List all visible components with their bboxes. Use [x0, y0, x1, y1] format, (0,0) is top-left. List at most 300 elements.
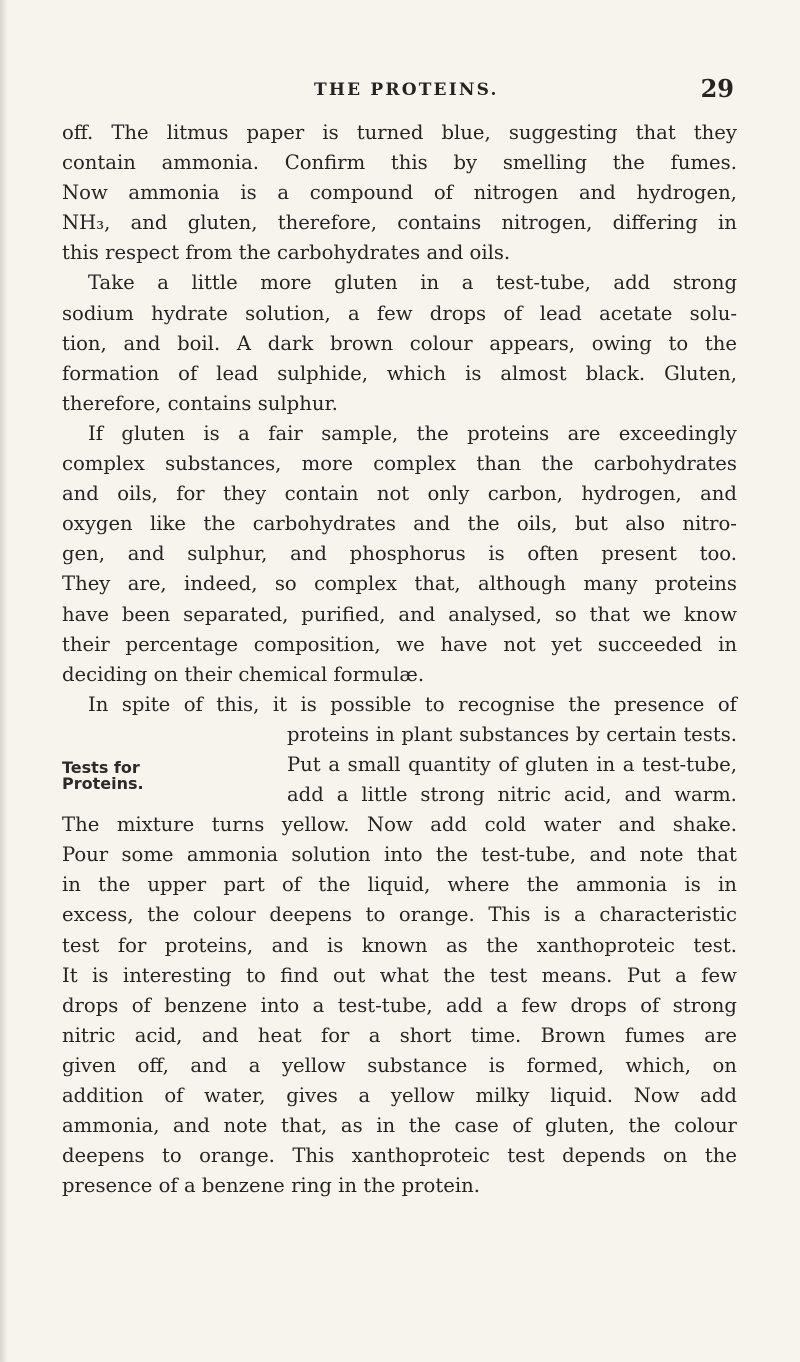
text-line: [62, 1021, 737, 1051]
word: by: [575, 722, 600, 746]
word: and: [127, 542, 165, 566]
word: formulæ.: [333, 662, 425, 686]
word: test-tube,: [642, 752, 737, 776]
word: is: [544, 903, 561, 927]
word: test: [507, 1144, 545, 1168]
word: into: [260, 993, 300, 1017]
word: exceedingly: [618, 421, 737, 445]
word: the: [467, 512, 500, 536]
word: gives: [286, 1084, 338, 1107]
word: almost: [500, 361, 567, 385]
word: of: [717, 692, 737, 716]
word: a: [347, 301, 360, 325]
word: off,: [137, 1053, 169, 1077]
word: means.: [541, 963, 613, 987]
word: phosphorus: [349, 542, 466, 566]
word: in: [420, 271, 440, 295]
word: few: [376, 301, 413, 325]
word: that: [635, 121, 676, 144]
word: to: [668, 331, 689, 355]
word: owing: [591, 331, 652, 355]
word: purified,: [301, 602, 386, 626]
text-line: [62, 900, 737, 930]
word: the: [147, 903, 180, 927]
word: and: [624, 783, 662, 807]
word: Put: [626, 963, 661, 987]
word: oils,: [516, 512, 558, 536]
word: have: [62, 602, 109, 626]
word: gluten: [334, 271, 398, 295]
word: this: [62, 241, 99, 265]
word: off.: [62, 121, 94, 144]
word: add: [446, 993, 483, 1017]
word: NH₃,: [62, 211, 111, 235]
word: In: [88, 692, 109, 716]
text-line: [62, 299, 737, 329]
word: and: [271, 933, 309, 957]
word: Now: [633, 1084, 680, 1107]
word: that,: [281, 1114, 328, 1138]
word: on: [712, 1053, 737, 1077]
word: spite: [121, 692, 171, 716]
word: blue,: [441, 121, 491, 144]
text-line: [62, 479, 737, 509]
word: of: [498, 752, 518, 776]
word: ammonia: [576, 873, 668, 897]
word: not: [503, 632, 536, 656]
word: the: [363, 1174, 396, 1198]
word: and: [190, 1053, 228, 1077]
word: smelling: [502, 151, 588, 175]
word: from: [185, 241, 233, 265]
word: of: [503, 301, 523, 325]
word: their: [62, 632, 110, 656]
word: and: [413, 512, 451, 536]
word: Put: [287, 752, 321, 776]
word: liquid.: [550, 1084, 613, 1107]
word: it: [272, 692, 287, 716]
word: of: [282, 873, 302, 897]
word: note: [223, 1114, 268, 1138]
word: substances: [459, 722, 570, 746]
word: too.: [699, 542, 737, 566]
word: oxygen: [62, 512, 133, 536]
word: colour: [192, 903, 256, 927]
word: note: [639, 843, 684, 867]
word: a: [496, 993, 508, 1017]
word: yellow.: [281, 813, 350, 837]
word: acetate: [599, 301, 673, 325]
word: heat: [257, 1023, 302, 1047]
word: the: [408, 1114, 441, 1138]
word: cold: [484, 813, 527, 837]
word: shake.: [672, 813, 737, 837]
word: succeeded: [597, 632, 703, 656]
word: interesting: [122, 963, 232, 987]
word: protein.: [401, 1174, 480, 1198]
word: yet: [551, 632, 582, 656]
word: fumes.: [670, 151, 737, 175]
word: short: [399, 1023, 452, 1047]
text-line: [62, 780, 737, 810]
word: oils.: [469, 241, 511, 265]
word: the: [541, 452, 574, 476]
word: Now: [367, 813, 413, 837]
word: to: [424, 692, 445, 716]
word: the: [318, 873, 351, 897]
word: turned: [356, 121, 424, 144]
word: hydrogen,: [581, 482, 682, 506]
word: are,: [127, 572, 167, 596]
word: a: [461, 271, 474, 295]
word: we: [642, 602, 671, 626]
text-line: [62, 148, 737, 178]
word: and: [700, 482, 737, 506]
word: of: [433, 181, 453, 205]
word: addition: [62, 1084, 144, 1107]
word: a: [675, 963, 687, 987]
text-line: [62, 600, 737, 630]
word: on: [663, 1144, 688, 1168]
word: formed,: [526, 1053, 604, 1077]
word: given: [62, 1053, 117, 1077]
word: test: [489, 963, 528, 987]
word: carbon,: [487, 482, 563, 506]
word: small: [347, 752, 401, 776]
text-line: [62, 118, 737, 148]
word: add: [430, 813, 468, 837]
word: a: [574, 903, 586, 927]
word: few: [521, 993, 558, 1017]
word: only: [427, 482, 470, 506]
word: chemical: [238, 662, 328, 686]
word: a: [157, 271, 169, 295]
word: solu-: [689, 301, 737, 325]
word: ammonia,: [62, 1114, 160, 1138]
word: substance: [367, 1053, 468, 1077]
word: complex: [62, 452, 145, 476]
word: solution: [291, 843, 371, 867]
word: and: [123, 331, 161, 355]
word: more: [301, 452, 353, 476]
word: is: [465, 361, 482, 385]
word: contains: [167, 391, 252, 415]
word: proteins,: [164, 933, 254, 957]
word: in: [596, 752, 616, 776]
word: strong: [672, 993, 737, 1017]
word: Confirm: [284, 151, 366, 175]
margin-note-line: Proteins.: [62, 774, 144, 793]
word: liquid,: [367, 873, 431, 897]
word: this,: [216, 692, 260, 716]
word: A: [236, 331, 252, 355]
text-line: [62, 991, 737, 1021]
word: fumes: [624, 1023, 685, 1047]
word: boil.: [177, 331, 221, 355]
word: is: [300, 692, 317, 716]
word: tion,: [62, 331, 107, 355]
word: add: [613, 271, 651, 295]
word: have: [440, 632, 488, 656]
running-head: THE PROTEINS.: [314, 80, 499, 100]
word: sulphur.: [257, 391, 338, 415]
word: into: [383, 843, 423, 867]
margin-note-line: Tests for: [62, 758, 140, 777]
word: benzene: [164, 993, 248, 1017]
word: hydrate: [151, 301, 228, 325]
word: Pour: [62, 843, 109, 867]
word: and: [589, 843, 627, 867]
word: in: [338, 1174, 358, 1198]
word: a: [368, 1023, 381, 1047]
word: composition,: [253, 632, 381, 656]
word: to: [161, 1144, 182, 1168]
word: is: [488, 542, 505, 566]
word: proteins: [287, 722, 370, 746]
word: respect: [105, 241, 180, 265]
word: therefore,: [277, 211, 378, 235]
word: and: [398, 602, 436, 626]
word: part: [223, 873, 265, 897]
word: the: [98, 873, 131, 897]
word: xanthoproteic: [351, 1144, 490, 1168]
text-line: [62, 1111, 737, 1141]
word: little: [191, 271, 238, 295]
word: not: [376, 482, 410, 506]
word: yellow: [390, 1084, 455, 1107]
word: nitric: [497, 783, 551, 807]
text-line: [62, 870, 737, 900]
word: known: [361, 933, 428, 957]
word: contains: [397, 211, 482, 235]
word: the: [704, 331, 737, 355]
word: know: [683, 602, 737, 626]
word: separated,: [183, 602, 289, 626]
word: this: [390, 151, 428, 175]
word: the: [238, 241, 271, 265]
word: find: [280, 963, 319, 987]
word: the: [203, 512, 236, 536]
word: often: [527, 542, 579, 566]
word: analysed,: [448, 602, 542, 626]
word: and: [579, 181, 616, 205]
text-line: [62, 1171, 737, 1201]
word: complex: [373, 452, 457, 476]
word: strong: [672, 271, 737, 295]
word: a: [312, 993, 325, 1017]
word: recognise: [458, 692, 555, 716]
word: where: [447, 873, 510, 897]
page-number: 29: [700, 74, 734, 103]
word: characteristic: [599, 903, 737, 927]
word: case: [454, 1114, 499, 1138]
word: hydrogen,: [636, 181, 737, 205]
word: a: [248, 1053, 261, 1077]
text-line: [62, 389, 737, 419]
word: deepens: [269, 903, 352, 927]
word: the: [416, 421, 449, 445]
text-line: [62, 449, 737, 479]
word: that: [589, 602, 630, 626]
word: carbohydrates: [277, 241, 421, 265]
word: more: [260, 271, 312, 295]
word: milky: [475, 1084, 530, 1107]
word: some: [121, 843, 174, 867]
word: percentage: [125, 632, 238, 656]
word: time.: [470, 1023, 522, 1047]
word: contain: [284, 482, 359, 506]
text-line: [62, 690, 737, 720]
text-line: [62, 268, 737, 298]
word: gluten: [525, 752, 589, 776]
page-edge-shadow: [0, 0, 8, 1362]
word: xanthoproteic: [536, 933, 675, 957]
word: The: [111, 121, 149, 144]
word: are: [567, 421, 601, 445]
word: for: [320, 1023, 350, 1047]
word: the: [628, 1114, 661, 1138]
word: gluten: [121, 421, 185, 445]
word: carbohydrates: [593, 452, 737, 476]
word: carbohydrates: [252, 512, 396, 536]
word: is: [684, 873, 701, 897]
text-line: [62, 720, 737, 750]
text-line: [62, 750, 737, 780]
word: The: [62, 813, 100, 837]
word: depends: [562, 1144, 646, 1168]
word: water: [543, 813, 601, 837]
text-line: [62, 961, 737, 991]
word: nitric: [62, 1023, 116, 1047]
word: for: [176, 482, 205, 506]
word: test.: [693, 933, 737, 957]
word: benzene: [201, 1174, 285, 1198]
word: in: [718, 632, 737, 656]
word: warm.: [674, 783, 737, 807]
word: deepens: [62, 1144, 145, 1168]
word: little: [361, 783, 408, 807]
word: This: [292, 1144, 335, 1168]
body-text: [62, 118, 737, 1201]
word: drops: [429, 301, 487, 325]
word: If: [88, 421, 103, 445]
word: been: [121, 602, 171, 626]
text-line: [62, 359, 737, 389]
word: like: [150, 512, 187, 536]
word: than: [476, 452, 522, 476]
word: therefore,: [62, 391, 162, 415]
word: gluten,: [545, 1114, 615, 1138]
word: nitrogen: [473, 181, 559, 205]
word: of: [640, 993, 660, 1017]
word: and: [173, 1114, 210, 1138]
word: brown: [329, 331, 394, 355]
word: water,: [204, 1084, 266, 1107]
word: sample,: [321, 421, 399, 445]
text-line: [62, 660, 737, 690]
word: suggesting: [508, 121, 618, 144]
word: ring: [291, 1174, 332, 1198]
word: is: [203, 421, 220, 445]
word: in: [376, 1114, 396, 1138]
word: ammonia: [186, 843, 279, 867]
word: black.: [585, 361, 646, 385]
word: out: [332, 963, 366, 987]
text-line: [62, 931, 737, 961]
word: that: [696, 843, 737, 867]
word: to: [246, 963, 266, 987]
word: is: [326, 933, 344, 957]
word: sulphide,: [277, 361, 368, 385]
word: that,: [414, 572, 461, 596]
word: quantity: [408, 752, 491, 776]
word: It: [62, 963, 78, 987]
word: of: [158, 1174, 178, 1198]
word: sulphur,: [187, 542, 268, 566]
word: deciding: [62, 662, 148, 686]
word: they: [693, 121, 737, 144]
word: in: [375, 722, 395, 746]
word: add: [700, 1084, 737, 1107]
text-line: [62, 810, 737, 840]
word: nitro-: [682, 512, 737, 536]
word: sodium: [62, 301, 134, 325]
word: the: [704, 1144, 737, 1168]
word: proteins: [654, 572, 737, 596]
word: in: [718, 873, 737, 897]
word: many: [583, 572, 638, 596]
word: acid,: [134, 1023, 183, 1047]
word: fair: [268, 421, 303, 445]
word: excess,: [62, 903, 134, 927]
word: orange.: [199, 1144, 275, 1168]
word: Take: [88, 271, 135, 295]
word: drops: [62, 993, 119, 1017]
word: on: [153, 662, 179, 686]
word: compound: [309, 181, 414, 205]
word: of: [164, 1084, 184, 1107]
text-line: [62, 1081, 737, 1111]
word: what: [379, 963, 429, 987]
word: their: [184, 662, 233, 686]
word: solution,: [245, 301, 331, 325]
word: as: [340, 1114, 363, 1138]
word: by: [453, 151, 478, 175]
word: although: [478, 572, 567, 596]
word: for: [117, 933, 147, 957]
word: contain: [62, 151, 136, 175]
word: plant: [401, 722, 453, 746]
word: Brown: [540, 1023, 606, 1047]
text-line: [62, 329, 737, 359]
word: formation: [62, 361, 160, 385]
word: nitrogen,: [501, 211, 593, 235]
word: and: [130, 211, 168, 235]
word: drops: [570, 993, 627, 1017]
text-line: [62, 208, 737, 238]
word: This: [488, 903, 531, 927]
word: a: [238, 421, 250, 445]
word: a: [622, 752, 635, 776]
word: to: [365, 903, 386, 927]
word: presence: [62, 1174, 153, 1198]
word: orange.: [398, 903, 475, 927]
word: paper: [246, 121, 305, 144]
word: complex: [314, 572, 397, 596]
word: certain: [606, 722, 677, 746]
word: oils,: [117, 482, 158, 506]
word: ammonia: [128, 181, 220, 205]
